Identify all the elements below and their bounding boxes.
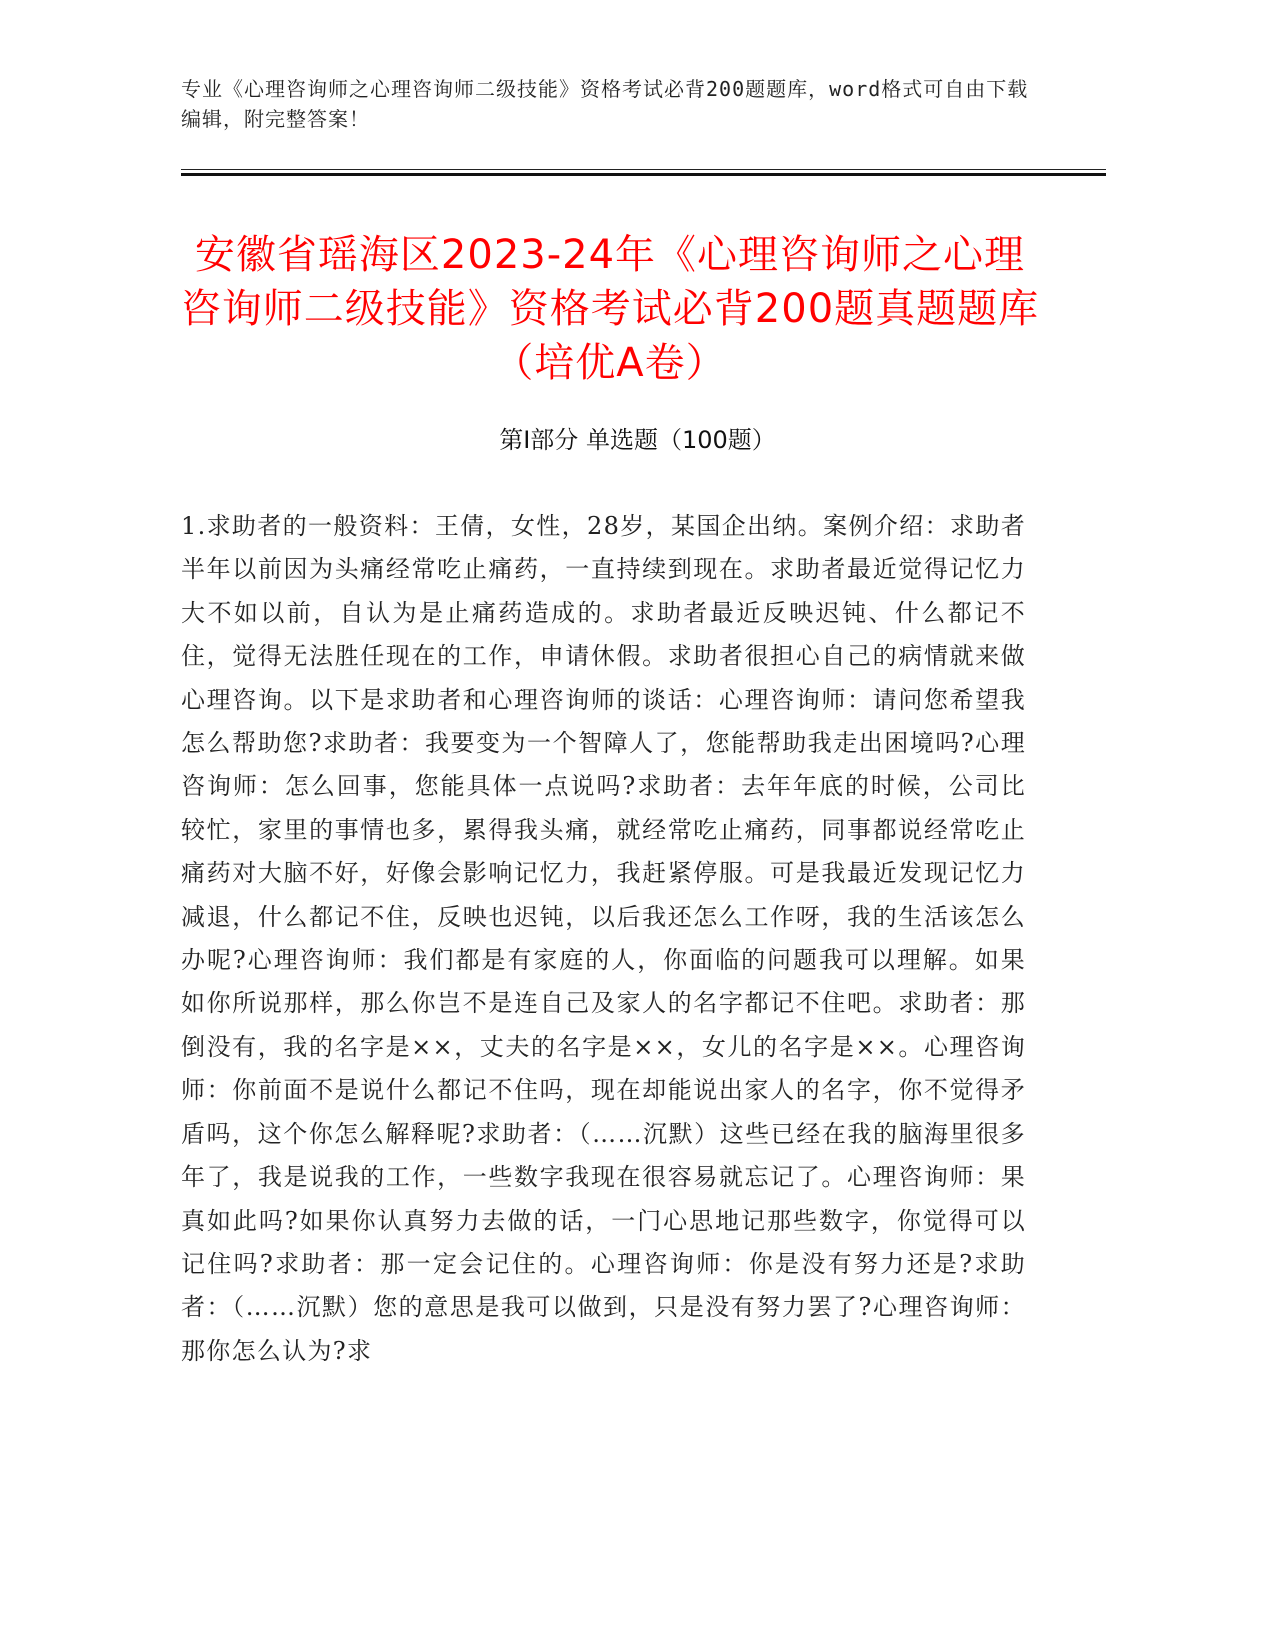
question-text: 1.求助者的一般资料：王倩，女性，28岁，某国企出纳。案例介绍：求助者半年以前因为头痛经常吃止痛药，一直持续到现在。求助者最近觉得记忆力大不如以前，自认为是止痛药造成的。求助者最近反映迟钝、什么都记不住，觉得无法胜任现在的工作，申请休假。求助者很担心自己的病情就来做心理咨询。以下是求助者和心理咨询师的谈话：心理咨询师：请问您希望我怎么帮助您?求助者：我要变为一个智障人了，您能帮助我走出困境吗?心理咨询师：怎么回事，您能具体一点说吗?求助者：去年年底的时候，公司比较忙，家里的事情也多，累得我头痛，就经常吃止痛药，同事都说经常吃止痛药对大脑不好，好像会影响记忆力，我赶紧停服。可是我最近发现记忆力减退，什么都记不住，反映也迟钝，以后我还怎么工作呀，我的生活该怎么办呢?心理咨询师：我们都是有家庭的人，你面临的问题我可以理解。如果如你所说那样，那么你岂不是连自己及家人的名字都记不住吧。求助者：那倒没有，我的名字是××，丈夫的名字是××，女儿的名字是××。心理咨询师：你前面不是说什么都记不住吗，现在却能说出家人的名字，你不觉得矛盾吗，这个你怎么解释呢?求助者：（……沉默）这些已经在我的脑海里很多年了，我是说我的工作，一些数字我现在很容易就忘记了。心理咨询师：果真如此吗?如果你认真努力去做的话，一门心思地记那些数字，你觉得可以记住吗?求助者：那一定会记住的。心理咨询师：你是没有努力还是?求助者：（……沉默）您的意思是我可以做到，只是没有努力罢了?心理咨询师：那你怎么认为?求 — [181, 512, 1026, 1365]
document-title: 安徽省瑶海区2023-24年《心理咨询师之心理咨询师二级技能》资格考试必背200题真题题库（培优A卷） — [180, 232, 1040, 386]
section-title: 第Ⅰ部分 单选题（100题） — [499, 426, 776, 454]
header-divider-thin — [181, 169, 1106, 170]
header-note: 专业《心理咨询师之心理咨询师二级技能》资格考试必背200题题库，word格式可自由下载编辑，附完整答案！ — [181, 77, 1029, 131]
header-divider-thick — [181, 173, 1106, 176]
